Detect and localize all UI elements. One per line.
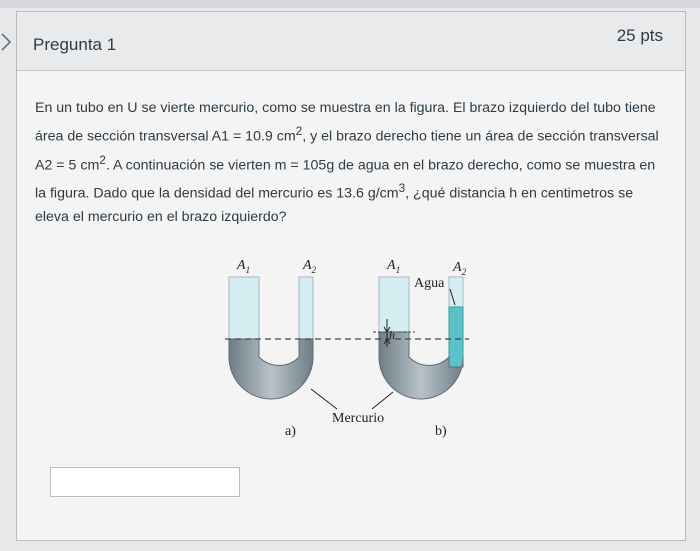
question-title: Pregunta 1	[33, 35, 117, 54]
superscript-2: 2	[295, 124, 303, 138]
label-a1-b: $A_1$	[387, 258, 401, 275]
superscript-3: 3	[398, 181, 406, 196]
question-header	[17, 12, 685, 71]
top-bar	[0, 0, 700, 8]
u-tube-a	[229, 277, 313, 399]
question-text-part-2: , y el brazo derecho tiene un área de sección transversal A2 = 5 cm	[35, 128, 659, 174]
question-text-part-4: , ¿qué distancia h en centimetros se eleva el mercurio en el brazo izquierdo?	[35, 186, 634, 226]
question-text-part-3: . A continuación se vierten m = 105g de agua en el brazo derecho, como se muestra en la figura. Dado que la densidad del mercurio es 13.6 g/cm	[35, 157, 656, 203]
label-b: b)	[435, 424, 447, 439]
u-tube-figure	[207, 247, 507, 447]
question-text	[35, 97, 665, 229]
superscript-2b: 2	[99, 152, 106, 167]
label-a2-a: $A_2$	[303, 258, 317, 275]
label-agua: Agua	[414, 276, 445, 291]
label-a2-b: $A_2$	[453, 260, 467, 277]
label-a: a)	[285, 424, 296, 439]
label-a1-a: $A_1$	[237, 258, 251, 275]
answer-input[interactable]	[50, 467, 240, 497]
question-text-part-1: En un tubo en U se vierte mercurio, como se muestra en la figura. El brazo izquierdo del tubo tiene área de sección transversal A1 = 10.9 cm	[35, 100, 656, 145]
label-mercurio: Mercurio	[332, 411, 385, 426]
chevron-right-icon[interactable]	[0, 32, 14, 52]
question-card	[16, 11, 686, 541]
label-h: h	[389, 328, 395, 342]
question-points: 25 pts	[616, 26, 663, 45]
